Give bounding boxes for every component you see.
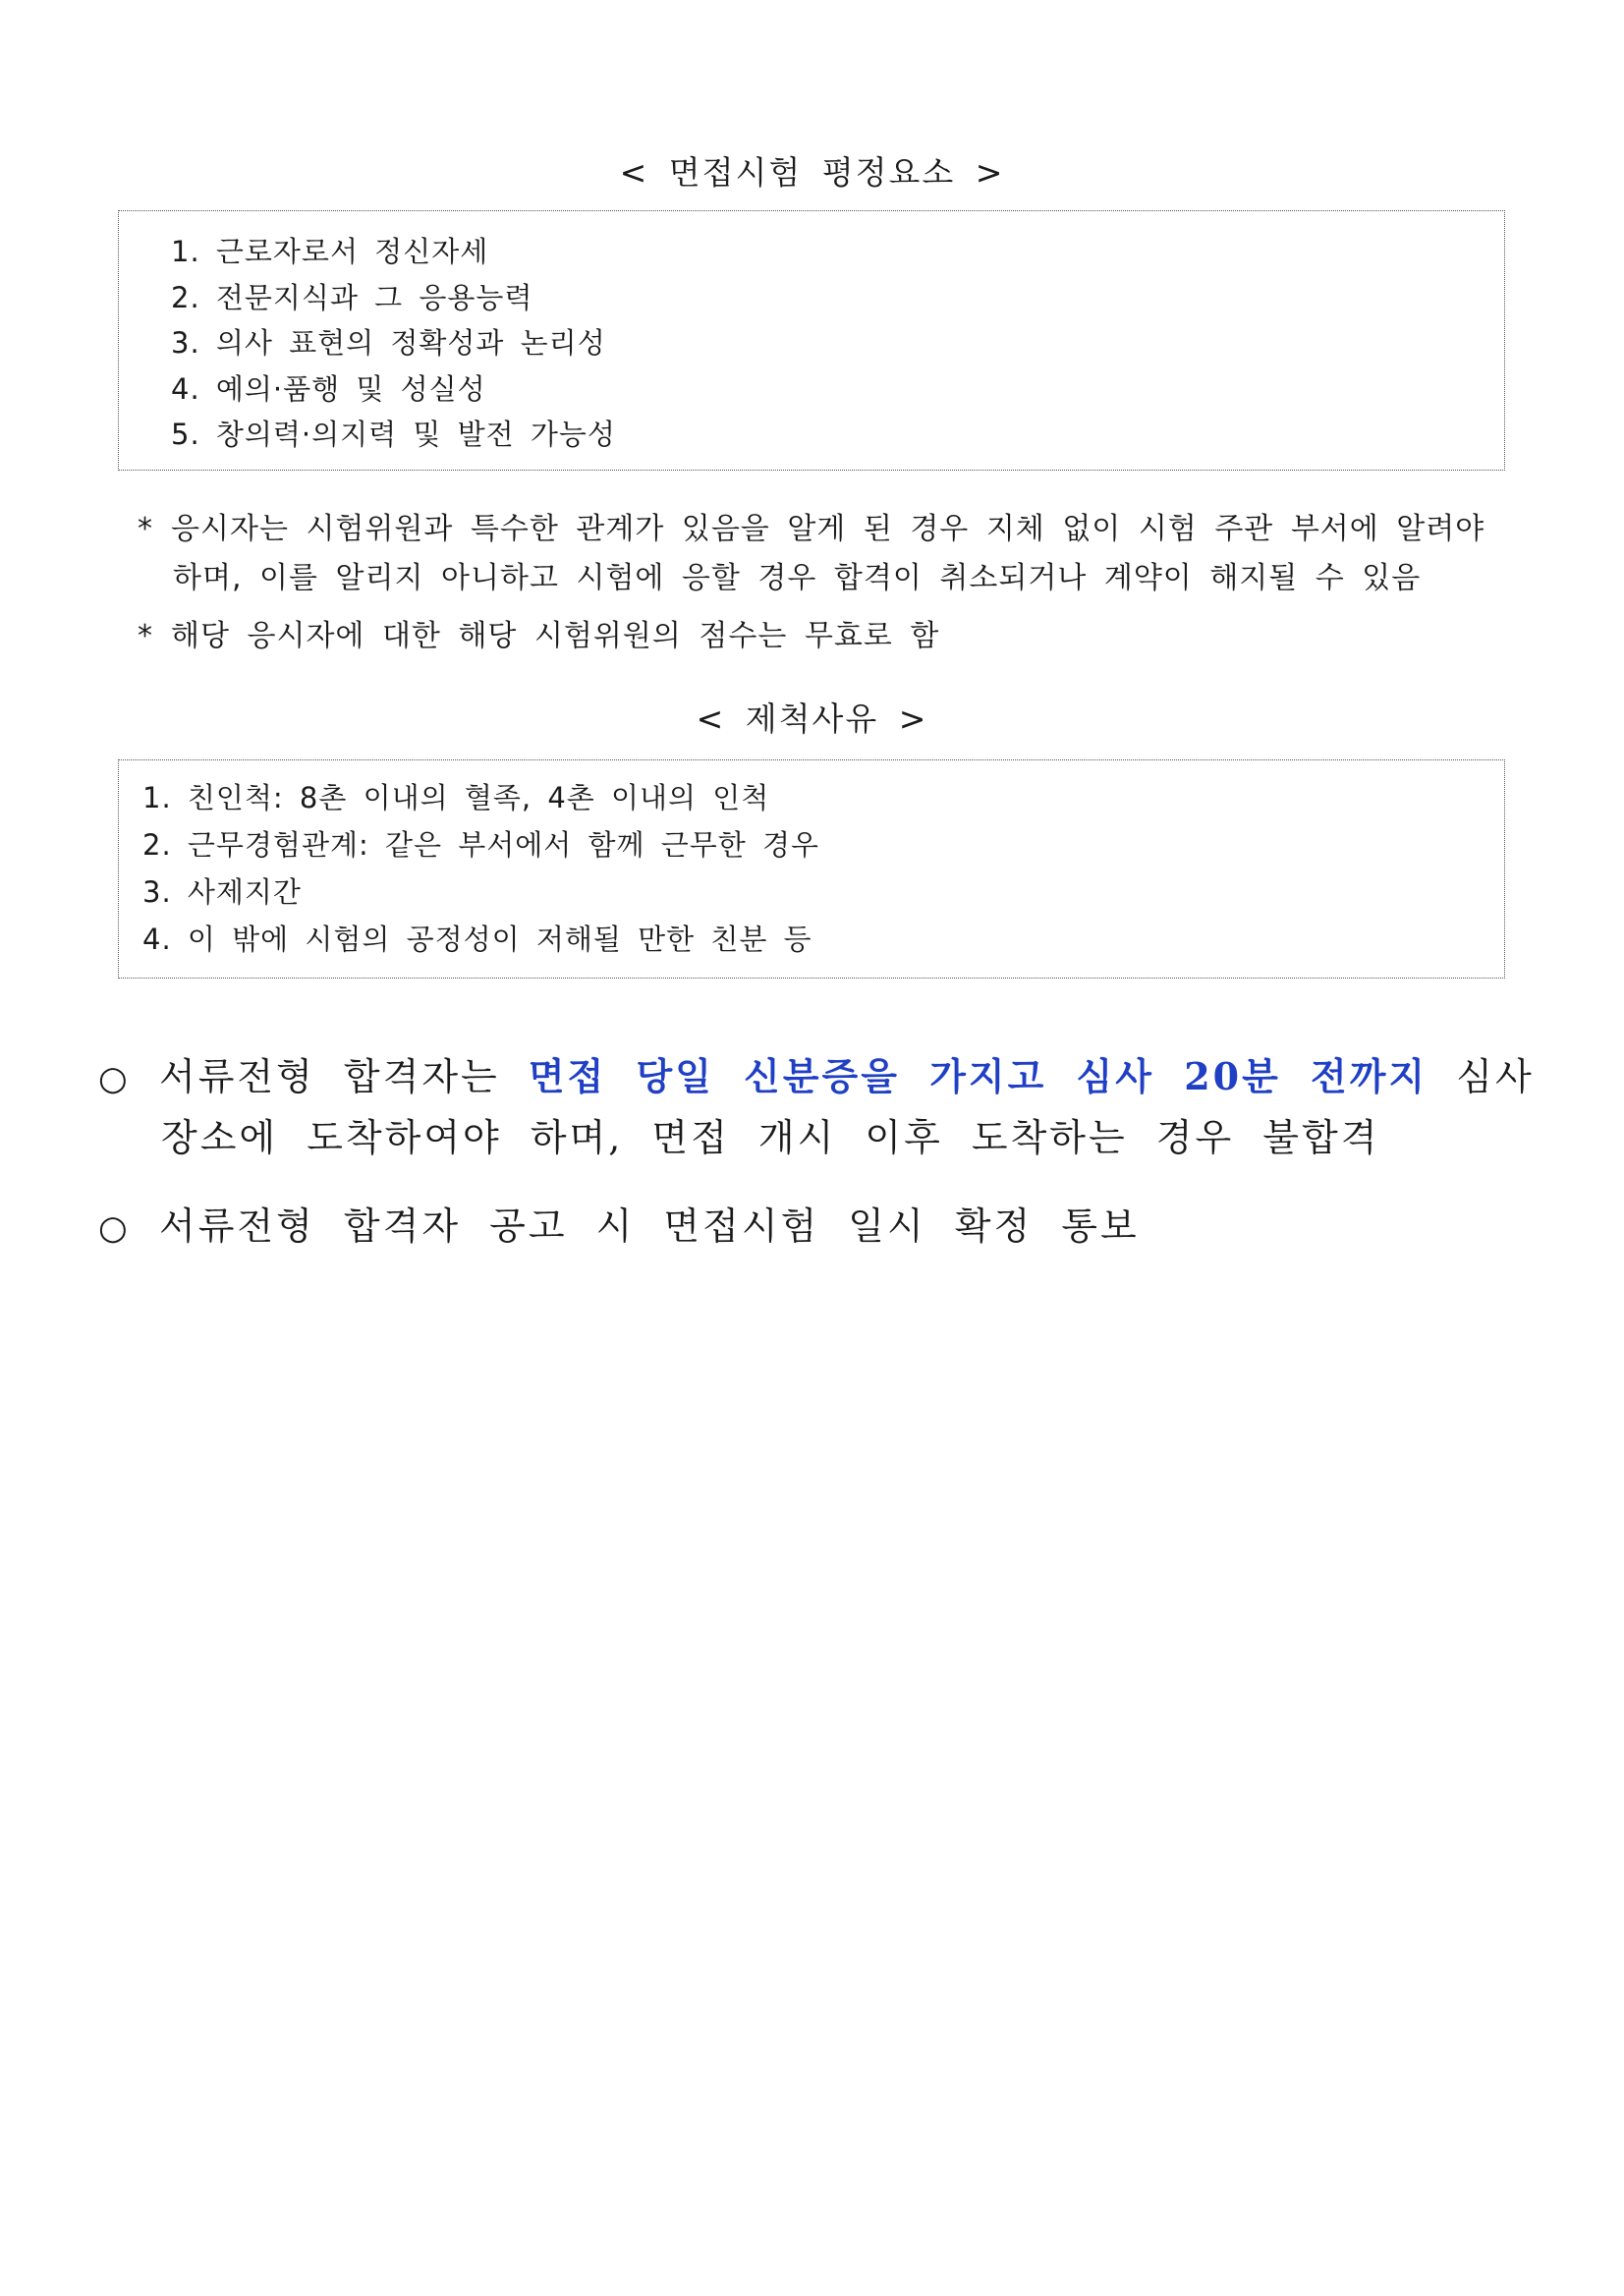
- exclusion-item: 2. 근무경험관계: 같은 부서에서 함께 근무한 경우: [142, 828, 820, 862]
- note-conflict: [138, 505, 1552, 603]
- bullet-text: 장소에 도착하여야 하며, 면접 개시 이후 도착하는 경우 불합격: [161, 1116, 1380, 1159]
- bullet-text: 서류전형 합격자는: [159, 1055, 500, 1098]
- evaluation-title: < 면접시험 평정요소 >: [619, 153, 1005, 192]
- evaluation-item: 3. 의사 표현의 정확성과 논리성: [171, 326, 606, 360]
- evaluation-box: [118, 210, 1505, 471]
- note-invalid-score: [138, 612, 1552, 661]
- exclusion-item: 4. 이 밖에 시험의 공정성이 저해될 만한 친분 등: [142, 923, 812, 956]
- exclusion-title: < 제척사유 >: [696, 700, 928, 738]
- exclusion-item: 1. 친인척: 8촌 이내의 혈족, 4촌 이내의 인척: [142, 781, 770, 814]
- bullet-text: 서류전형 합격자 공고 시 면접시험 일시 확정 통보: [159, 1204, 1140, 1248]
- circle-bullet-icon: ○: [98, 1059, 131, 1098]
- note-text: 하며, 이를 알리지 아니하고 시험에 응할 경우 합격이 취소되거나 계약이 해지될 수 있음: [173, 561, 1422, 595]
- bullet-text: 심사: [1456, 1055, 1535, 1098]
- asterisk-marker: *: [138, 512, 153, 546]
- evaluation-item: 2. 전문지식과 그 응용능력: [171, 280, 533, 314]
- bullet-arrival-notice: [98, 1047, 1535, 1167]
- circle-bullet-icon: ○: [98, 1208, 131, 1248]
- bullet-schedule-notice: [98, 1197, 1140, 1258]
- exclusion-box: [118, 759, 1505, 979]
- note-text: 응시자는 시험위원과 특수한 관계가 있음을 알게 된 경우 지체 없이 시험 주관 부서에 알려야: [171, 512, 1485, 546]
- exclusion-item: 3. 사제지간: [142, 875, 302, 909]
- asterisk-marker: *: [138, 619, 153, 653]
- note-text: 해당 응시자에 대한 해당 시험위원의 점수는 무효로 함: [171, 619, 940, 653]
- evaluation-item: 5. 창의력·의지력 및 발전 가능성: [171, 418, 616, 451]
- evaluation-item: 4. 예의·품행 및 성실성: [171, 371, 486, 406]
- evaluation-item: 1. 근로자로서 정신자세: [171, 235, 489, 268]
- highlight-text: 면접 당일 신분증을 가지고 심사 20분 전까지: [528, 1054, 1428, 1098]
